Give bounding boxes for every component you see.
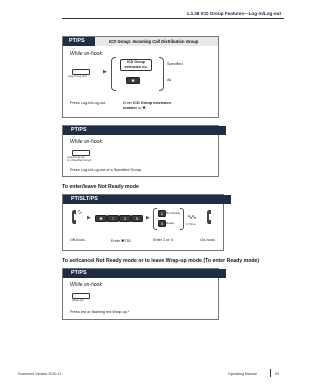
arrow-icon: ▶ [146, 215, 150, 221]
header-divider [62, 18, 284, 19]
step-enter-post: or ✱. [136, 106, 147, 110]
key-0-icon [158, 220, 166, 227]
while-on-hook-text: While on-hook [70, 282, 102, 288]
while-on-hook-text: While on-hook [70, 51, 102, 57]
key-label: 0 [160, 221, 164, 226]
icd-group-caption: ICD Group: Incoming Call Distribution Group [109, 39, 199, 44]
not-ready-label: Not Ready [166, 211, 181, 215]
panel-bar-label: PT/PS [69, 38, 85, 44]
panel-bar [63, 195, 231, 204]
on-hook-handset-icon [206, 209, 216, 225]
key-3-icon [119, 215, 131, 222]
key-label: ✱ [99, 216, 103, 221]
key-1-icon [158, 210, 166, 217]
footer-divider [270, 369, 271, 377]
section-title-wrap-up: To set/cancel Not Ready mode or to leave Wrap-up mode (To enter Ready mode) [62, 258, 260, 264]
arrow-icon: ▶ [87, 215, 91, 221]
key-label: 3 [123, 216, 127, 221]
page-header-title: 1.3.38 ICD Group Features—Log-in/Log-out [186, 11, 281, 16]
ctone-label: C.Tone [186, 222, 196, 226]
key-label: 7 [111, 216, 115, 221]
step-text: Press Log-in/Log-out of a Specified Group. [70, 168, 142, 172]
step-press-specified [70, 168, 142, 172]
page-number: 93 [275, 372, 279, 376]
step-enter-1-or-0: Enter 1 or 0. [153, 238, 174, 242]
ready-label: Ready [166, 221, 175, 225]
operating-manual-label: Operating Manual [228, 372, 257, 376]
step-press-login: Press Log-in/Log-out. [70, 101, 107, 105]
panel-bar-label: PT/PS [71, 127, 87, 133]
wrap-up-panel [62, 268, 219, 320]
panel-bar-label: PT/PS [71, 270, 87, 276]
panel-bar [63, 126, 226, 135]
step-off-hook: Off-hook. [70, 238, 86, 242]
key-star-icon [95, 215, 107, 222]
key-label: 1 [160, 211, 164, 216]
step-enter-extension [123, 101, 183, 110]
icd-group-extension-box: ICD Group extension no. [120, 59, 152, 71]
not-ready-mode-panel [62, 194, 224, 251]
section-title-not-ready: To enter/leave Not Ready mode [62, 184, 139, 190]
step-enter-pre: Enter [123, 101, 134, 105]
star-key-label: ✱ [131, 78, 135, 83]
key-5-icon [131, 215, 143, 222]
specified-label: Specified [167, 62, 183, 66]
panel-bar [63, 269, 226, 278]
star-key-icon [126, 77, 140, 84]
panel-bar-label: PT/SLT/PS [71, 196, 98, 202]
document-version: Document Version 2010-11 [18, 372, 62, 376]
confirmation-tone-icon [187, 213, 197, 221]
right-bracket [159, 57, 164, 91]
key-label: 5 [135, 216, 139, 221]
while-on-hook-text: While on-hook [70, 139, 102, 145]
all-label: All [167, 78, 172, 82]
right-bracket [180, 208, 184, 230]
off-hook-handset-icon [71, 209, 83, 225]
key-caption: (Wrap-up) [72, 299, 84, 302]
key-7-icon [107, 215, 119, 222]
step-on-hook: On-hook. [200, 238, 216, 242]
key-caption: (Log-in/Log-out of a Specified Group) [67, 156, 92, 162]
arrow-icon: ▶ [103, 69, 107, 75]
login-logout-panel [62, 36, 219, 118]
step-enter-735: Enter ✱735. [111, 239, 132, 243]
left-bracket [111, 57, 116, 91]
login-logout-specified-panel [62, 125, 219, 177]
step-enter-bold: ICD Group extension number [123, 101, 171, 110]
left-bracket [153, 208, 157, 230]
step-press-wrap-up: Press red or flashing red Wrap-up.* [70, 310, 130, 314]
key-caption: (Log-in/Log-out) [68, 75, 87, 78]
